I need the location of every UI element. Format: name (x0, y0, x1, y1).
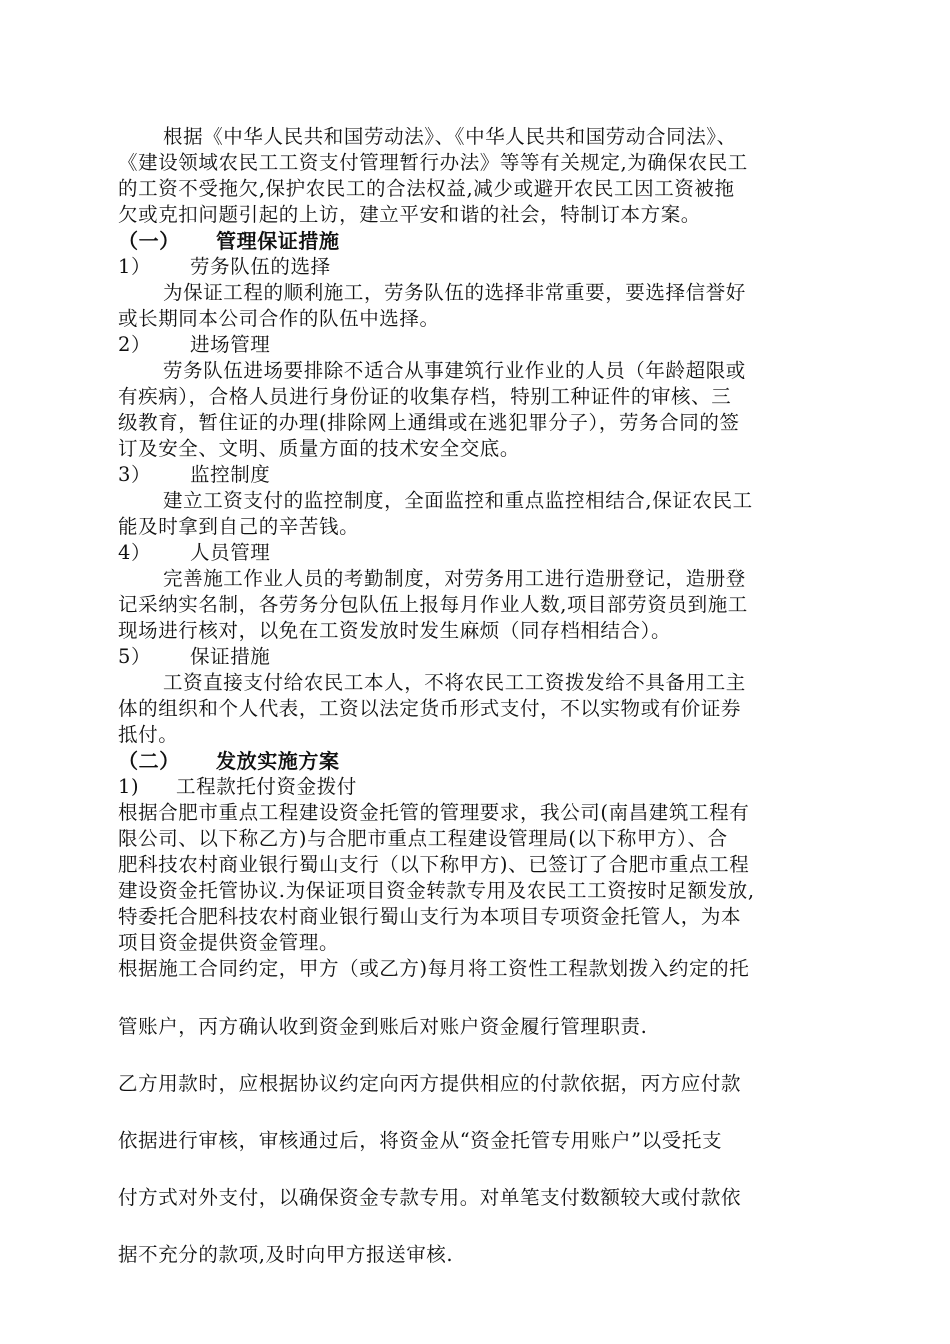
item-2-line-4: 订及安全、文明、质量方面的技术安全交底。 (118, 437, 521, 460)
intro-line-2: 《建设领域农民工工资支付管理暂行办法》等等有关规定,为确保农民工 (118, 151, 748, 174)
section-2-spaced-line-5: 据不充分的款项,及时向甲方报送审核. (118, 1243, 454, 1266)
section-2-title: 发放实施方案 (216, 749, 340, 773)
item-2-line-3: 级教育，暂住证的办理(排除网上通缉或在逃犯罪分子），劳务合同的签 (118, 411, 740, 434)
section-2-line-6: 项目资金提供资金管理。 (118, 931, 340, 954)
item-1-number: 1） (118, 255, 152, 278)
section-1-title: 管理保证措施 (216, 229, 340, 253)
item-3-line-2: 能及时拿到自己的辛苦钱。 (118, 515, 360, 538)
section-2-line-5: 特委托合肥科技农村商业银行蜀山支行为本项目专项资金托管人，为本 (118, 905, 742, 928)
item-2-title: 进场管理 (190, 333, 271, 356)
item-3-title: 监控制度 (190, 463, 271, 486)
item-3-heading (118, 462, 270, 488)
item-4-title: 人员管理 (190, 541, 271, 564)
item-2-line-2: 有疾病），合格人员进行身份证的收集存档，特别工种证件的审核、三 (118, 385, 732, 408)
section-2-line-2: 限公司、以下称乙方)与合肥市重点工程建设管理局(以下称甲方）、合 (118, 827, 728, 850)
item-4-number: 4） (118, 541, 152, 564)
section-2-spaced-line-1: 管账户，丙方确认收到资金到账后对账户资金履行管理职责. (118, 1015, 648, 1038)
section-2-spaced-line-2: 乙方用款时，应根据协议约定向丙方提供相应的付款依据，丙方应付款 (118, 1072, 742, 1095)
item-2-number: 2） (118, 333, 152, 356)
intro-line-1: 根据《中华人民共和国劳动法》、《中华人民共和国劳动合同法》、 (163, 125, 737, 148)
item-1-heading (118, 254, 331, 280)
section-2-item-1-title: 工程款托付资金拨付 (176, 775, 357, 798)
section-2-heading (118, 748, 340, 774)
item-4-heading (118, 540, 270, 566)
item-4-line-2: 记采纳实名制，各劳务分包队伍上报每月作业人数,项目部劳资员到施工 (118, 593, 748, 616)
section-2-line-1: 根据合肥市重点工程建设资金托管的管理要求，我公司(南昌建筑工程有 (118, 801, 750, 824)
item-5-number: 5） (118, 645, 152, 668)
section-1-heading (118, 228, 340, 254)
item-1-line-1: 为保证工程的顺利施工，劳务队伍的选择非常重要，要选择信誉好 (163, 281, 746, 304)
item-5-line-3: 抵付。 (118, 723, 179, 746)
intro-line-4: 欠或克扣问题引起的上访，建立平安和谐的社会，特制订本方案。 (118, 203, 701, 226)
item-1-line-2: 或长期同本公司合作的队伍中选择。 (118, 307, 440, 330)
section-2-spaced-line-4: 付方式对外支付，以确保资金专款专用。对单笔支付数额较大或付款依 (118, 1186, 742, 1209)
section-1-number: （一） (118, 229, 180, 253)
section-2-number: （二） (118, 749, 180, 773)
item-5-line-1: 工资直接支付给农民工本人，不将农民工工资拨发给不具备用工主 (163, 671, 746, 694)
item-5-heading (118, 644, 270, 670)
section-2-item-1-number: 1) (118, 775, 140, 798)
item-3-number: 3） (118, 463, 152, 486)
section-2-line-4: 建设资金托管协议.为保证项目资金转款专用及农民工工资按时足额发放, (118, 879, 755, 902)
item-2-line-1: 劳务队伍进场要排除不适合从事建筑行业作业的人员（年龄超限或 (163, 359, 746, 382)
item-2-heading (118, 332, 270, 358)
item-5-title: 保证措施 (190, 645, 271, 668)
item-5-line-2: 体的组织和个人代表，工资以法定货币形式支付，不以实物或有价证券 (118, 697, 742, 720)
section-2-line-7: 根据施工合同约定，甲方（或乙方)每月将工资性工程款划拨入约定的托 (118, 957, 750, 980)
section-2-item-1-heading (118, 774, 357, 800)
item-4-line-3: 现场进行核对，以免在工资发放时发生麻烦（同存档相结合）。 (118, 619, 672, 642)
section-2-spaced-line-3: 依据进行审核，审核通过后，将资金从“资金托管专用账户”以受托支 (118, 1129, 723, 1152)
item-4-line-1: 完善施工作业人员的考勤制度，对劳务用工进行造册登记，造册登 (163, 567, 746, 590)
item-3-line-1: 建立工资支付的监控制度，全面监控和重点监控相结合,保证农民工 (163, 489, 753, 512)
item-1-title: 劳务队伍的选择 (190, 255, 331, 278)
section-2-line-3: 肥科技农村商业银行蜀山支行（以下称甲方)、已签订了合肥市重点工程 (118, 853, 750, 876)
intro-line-3: 的工资不受拖欠,保护农民工的合法权益,减少或避开农民工因工资被拖 (118, 177, 735, 200)
